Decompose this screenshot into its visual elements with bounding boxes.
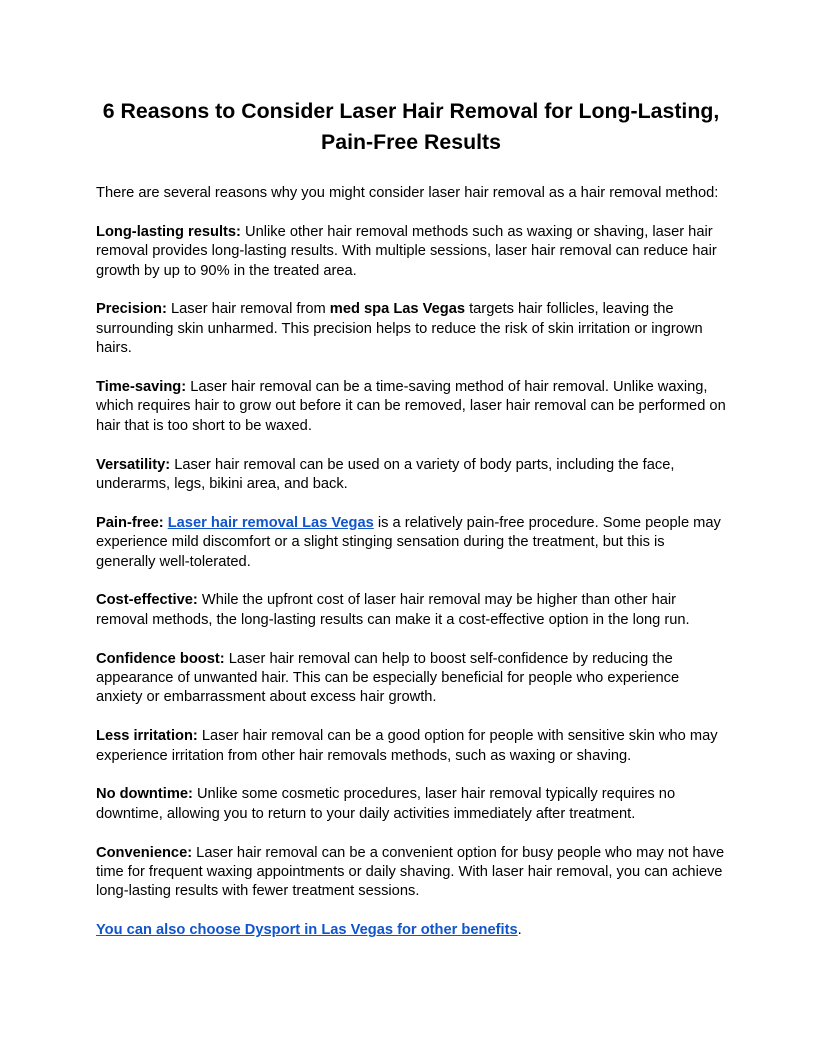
section-heading: Convenience: <box>96 844 193 861</box>
section-heading: Pain-free: <box>96 514 164 531</box>
section-long-lasting <box>96 223 726 281</box>
laser-hair-removal-las-vegas-link[interactable]: Laser hair removal Las Vegas <box>167 514 374 531</box>
med-spa-phrase: med spa Las Vegas <box>329 301 466 318</box>
section-precision <box>96 300 726 358</box>
document-page <box>96 96 726 941</box>
section-heading: Time-saving: <box>96 379 187 396</box>
closing-period: . <box>517 922 522 939</box>
section-heading: Less irritation: <box>96 728 198 745</box>
section-time-saving <box>96 378 726 436</box>
section-text: Laser hair removal from <box>166 301 330 318</box>
section-no-downtime <box>96 785 726 824</box>
section-less-irritation <box>96 727 726 766</box>
section-text: Laser hair removal can help to boost self-confidence by reducing the appearance of unwanted hair. This can be especially beneficial for people who experience anxiety or embarrassment about excess hair growth. <box>96 650 680 706</box>
section-text: is a relatively pain-free procedure. Some people may experience mild discomfort or a slight stinging sensation during the treatment, but this is generally well-tolerated. <box>96 514 721 570</box>
intro-paragraph: There are several reasons why you might consider laser hair removal as a hair removal method: <box>96 185 719 201</box>
section-heading: Cost-effective: <box>96 592 198 609</box>
section-text: Laser hair removal can be a convenient option for busy people who may not have time for frequent waxing appointments or daily shaving. With laser hair removal, you can achieve long-lasting results with fewer treatment sessions. <box>96 844 725 900</box>
section-heading: Versatility: <box>96 456 171 473</box>
section-text: Laser hair removal can be a good option for people with sensitive skin who may experience irritation from other hair removals methods, such as waxing or shaving. <box>96 728 718 764</box>
section-text: targets hair follicles, leaving the surrounding skin unharmed. This precision helps to reduce the risk of skin irritation or ingrown hairs. <box>96 301 703 357</box>
section-text: Laser hair removal can be a time-saving method of hair removal. Unlike waxing, which requires hair to grow out before it can be removed, laser hair removal can be performed on hair that is too short to be waxed. <box>96 379 726 434</box>
closing-paragraph <box>96 921 726 940</box>
section-versatility <box>96 456 726 495</box>
document-title: 6 Reasons to Consider Laser Hair Removal for Long-Lasting, Pain-Free Results <box>102 99 720 154</box>
section-text: Unlike other hair removal methods such as waxing or shaving, laser hair removal provides long-lasting results. With multiple sessions, laser hair removal can reduce hair growth by up to 90% in the treated area. <box>96 223 717 279</box>
section-text: Laser hair removal can be used on a variety of body parts, including the face, underarms, legs, bikini area, and back. <box>96 456 675 493</box>
section-heading: Long-lasting results: <box>96 223 241 240</box>
section-confidence-boost <box>96 650 726 708</box>
dysport-las-vegas-link[interactable]: You can also choose Dysport in Las Vegas for other benefits <box>96 922 518 939</box>
section-heading: Precision: <box>96 301 167 318</box>
section-text: While the upfront cost of laser hair removal may be higher than other hair removal methods, the long-lasting results can make it a cost-effective option in the long run. <box>96 592 690 628</box>
section-cost-effective <box>96 591 726 630</box>
section-heading: No downtime: <box>96 786 193 803</box>
section-pain-free <box>96 514 726 572</box>
section-heading: Confidence boost: <box>96 650 225 667</box>
section-convenience <box>96 844 726 902</box>
section-text: Unlike some cosmetic procedures, laser hair removal typically requires no downtime, allowing you to return to your daily activities immediately after treatment. <box>96 786 676 822</box>
